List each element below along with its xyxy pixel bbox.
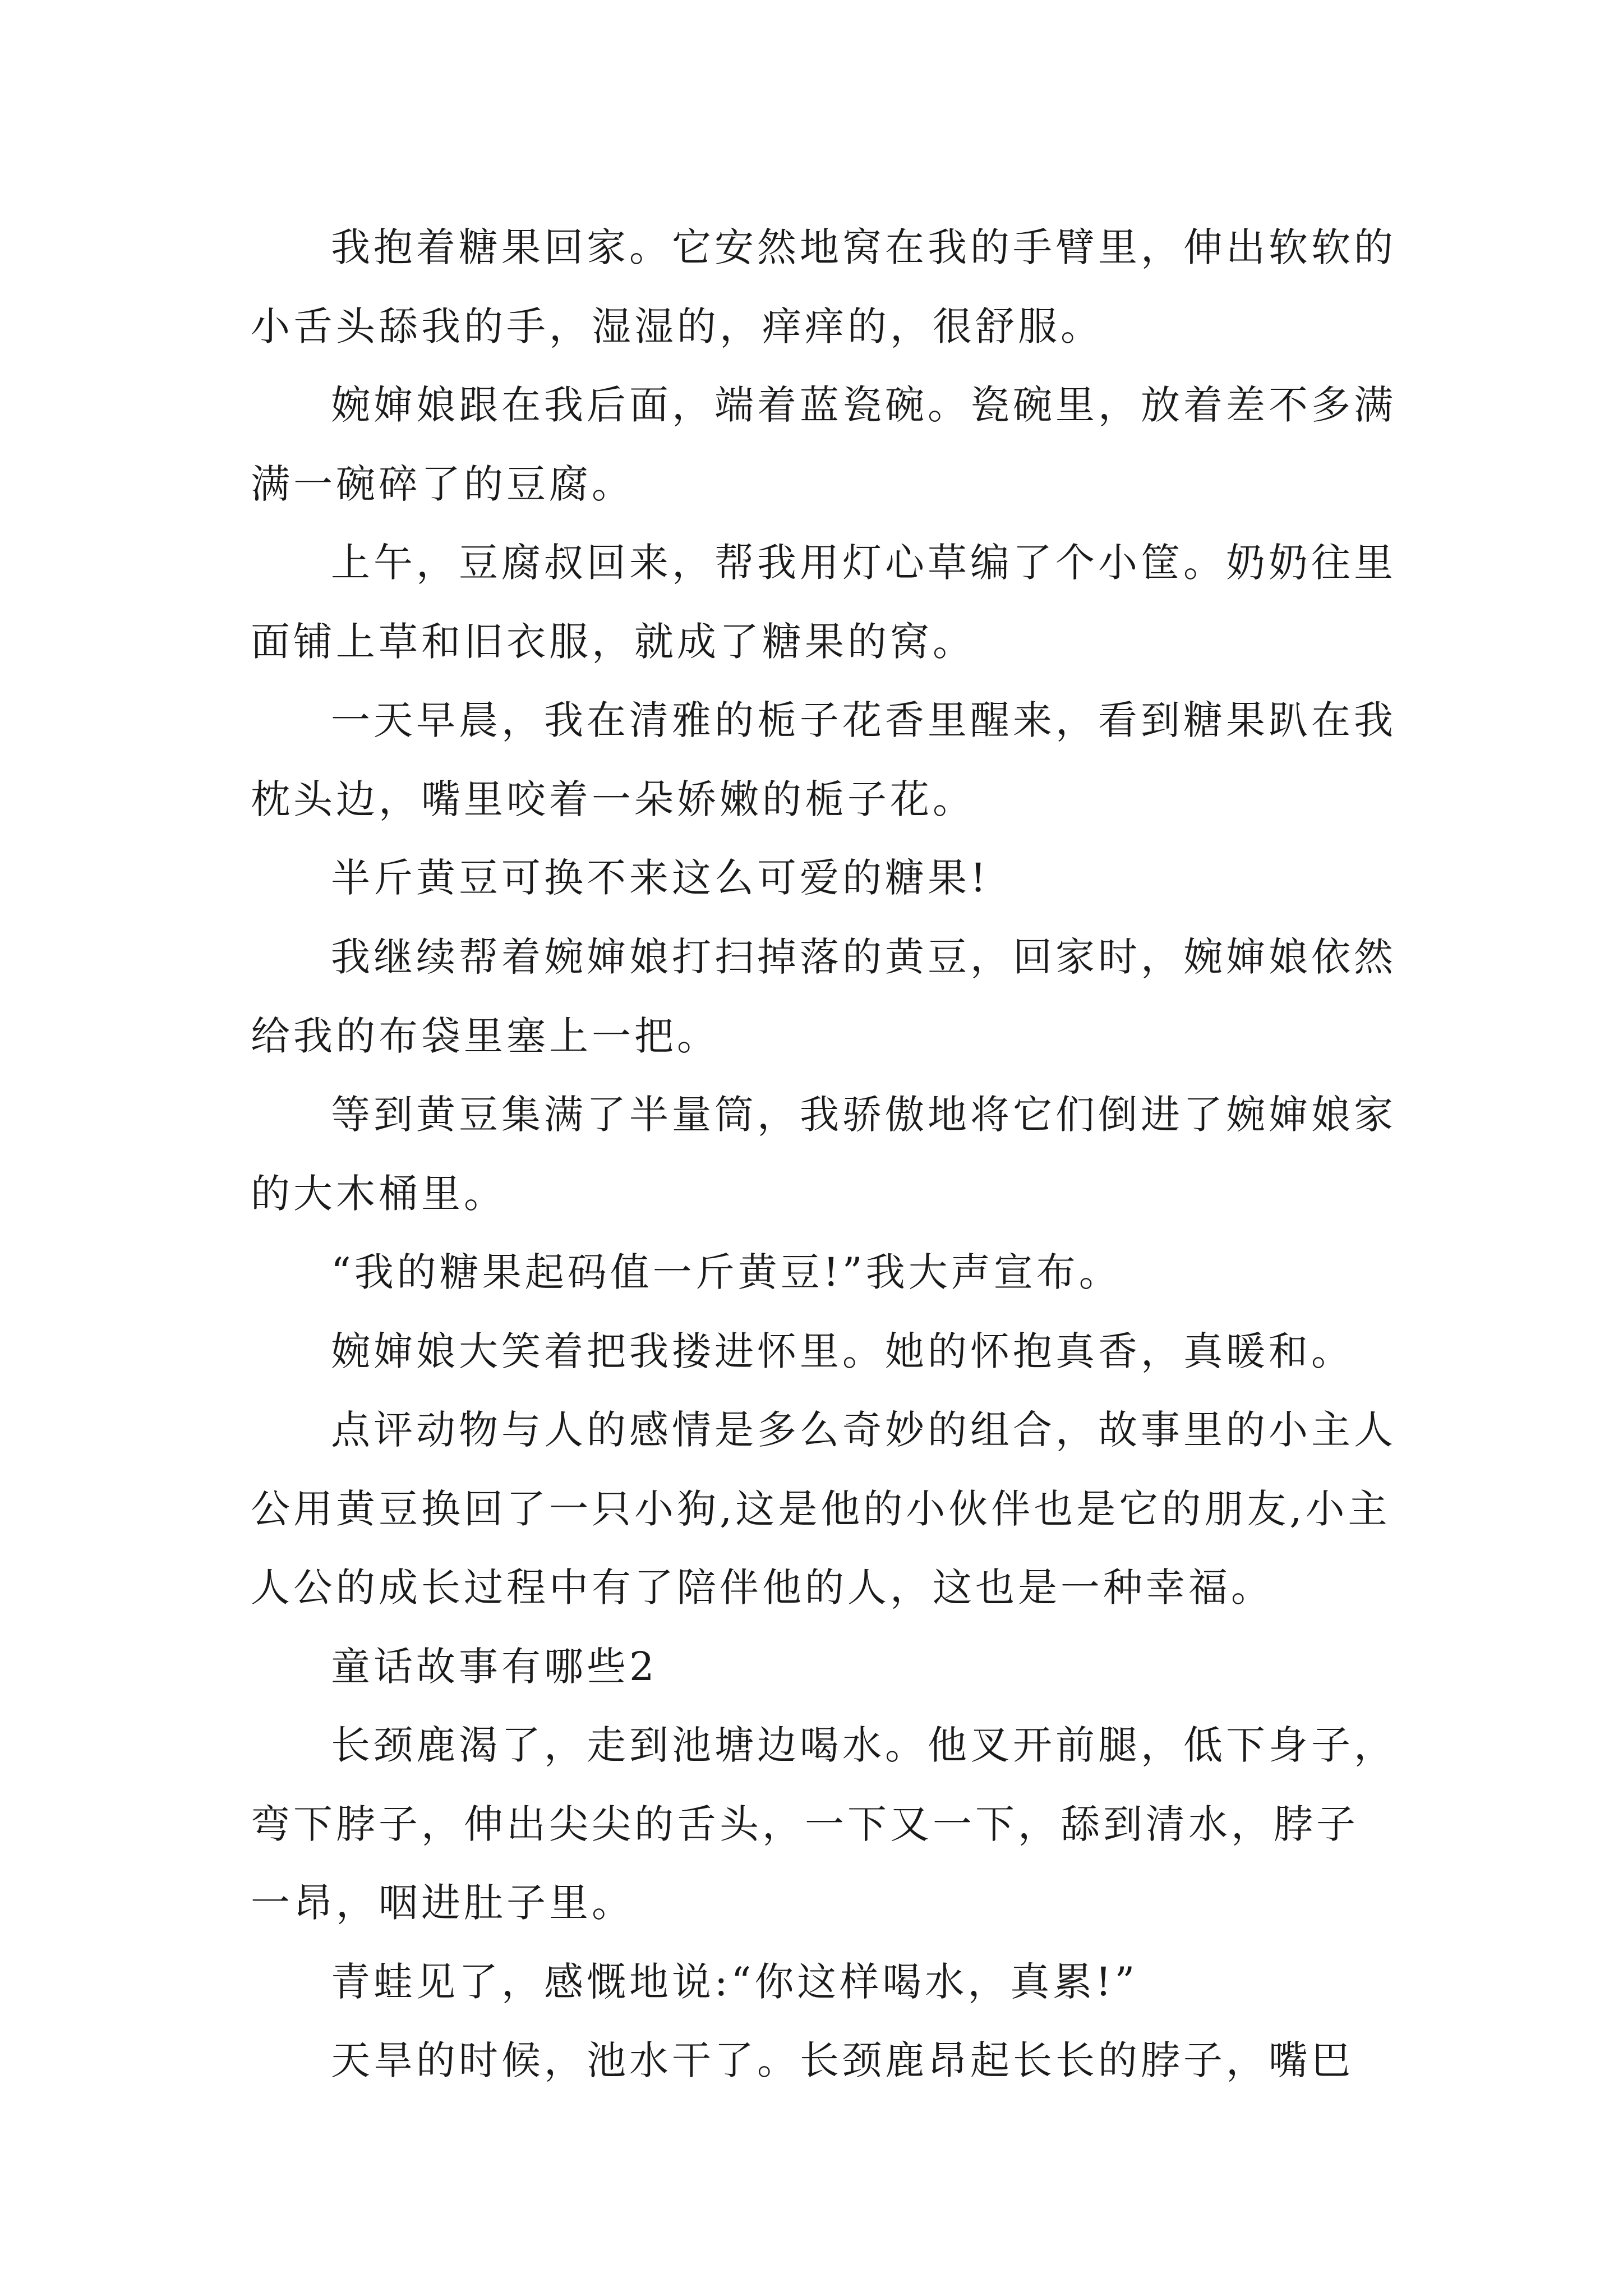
paragraph: 婉婶娘跟在我后面，端着蓝瓷碗。瓷碗里，放着差不多满满一碗碎了的豆腐。 xyxy=(251,382,1396,507)
paragraph: 一天早晨，我在清雅的栀子花香里醒来，看到糖果趴在我枕头边，嘴里咬着一朵娇嫩的栀子花。 xyxy=(251,697,1396,822)
paragraph: 等到黄豆集满了半量筒，我骄傲地将它们倒进了婉婶娘家的大木桶里。 xyxy=(251,1092,1396,1217)
paragraph: “我的糖果起码值一斤黄豆!”我大声宣布。 xyxy=(331,1249,1122,1295)
paragraph: 我抱着糖果回家。它安然地窝在我的手臂里，伸出软软的小舌头舔我的手，湿湿的，痒痒的，很舒服。 xyxy=(251,224,1396,349)
paragraph: 长颈鹿渴了，走到池塘边喝水。他叉开前腿，低下身子，弯下脖子，伸出尖尖的舌头，一下又一下，舔到清水，脖子一昂，咽进肚子里。 xyxy=(251,1722,1396,1926)
section-heading: 童话故事有哪些2 xyxy=(331,1644,658,1690)
paragraph: 青蛙见了，感慨地说:“你这样喝水，真累!” xyxy=(331,1959,1138,2005)
paragraph: 半斤黄豆可换不来这么可爱的糖果! xyxy=(331,855,990,901)
paragraph: 上午，豆腐叔回来，帮我用灯心草编了个小筐。奶奶往里面铺上草和旧衣服，就成了糖果的窝。 xyxy=(251,540,1396,665)
paragraph: 天旱的时候，池水干了。长颈鹿昂起长长的脖子，嘴巴 xyxy=(331,2037,1354,2083)
paragraph: 婉婶娘大笑着把我搂进怀里。她的怀抱真香，真暖和。 xyxy=(331,1328,1354,1374)
commentary-paragraph: 点评动物与人的感情是多么奇妙的组合，故事里的小主人公用黄豆换回了一只小狗,这是他的小伙伴也是它的朋友,小主人公的成长过程中有了陪伴他的人，这也是一种幸福。 xyxy=(251,1407,1396,1611)
paragraph: 我继续帮着婉婶娘打扫掉落的黄豆，回家时，婉婶娘依然给我的布袋里塞上一把。 xyxy=(251,934,1396,1059)
